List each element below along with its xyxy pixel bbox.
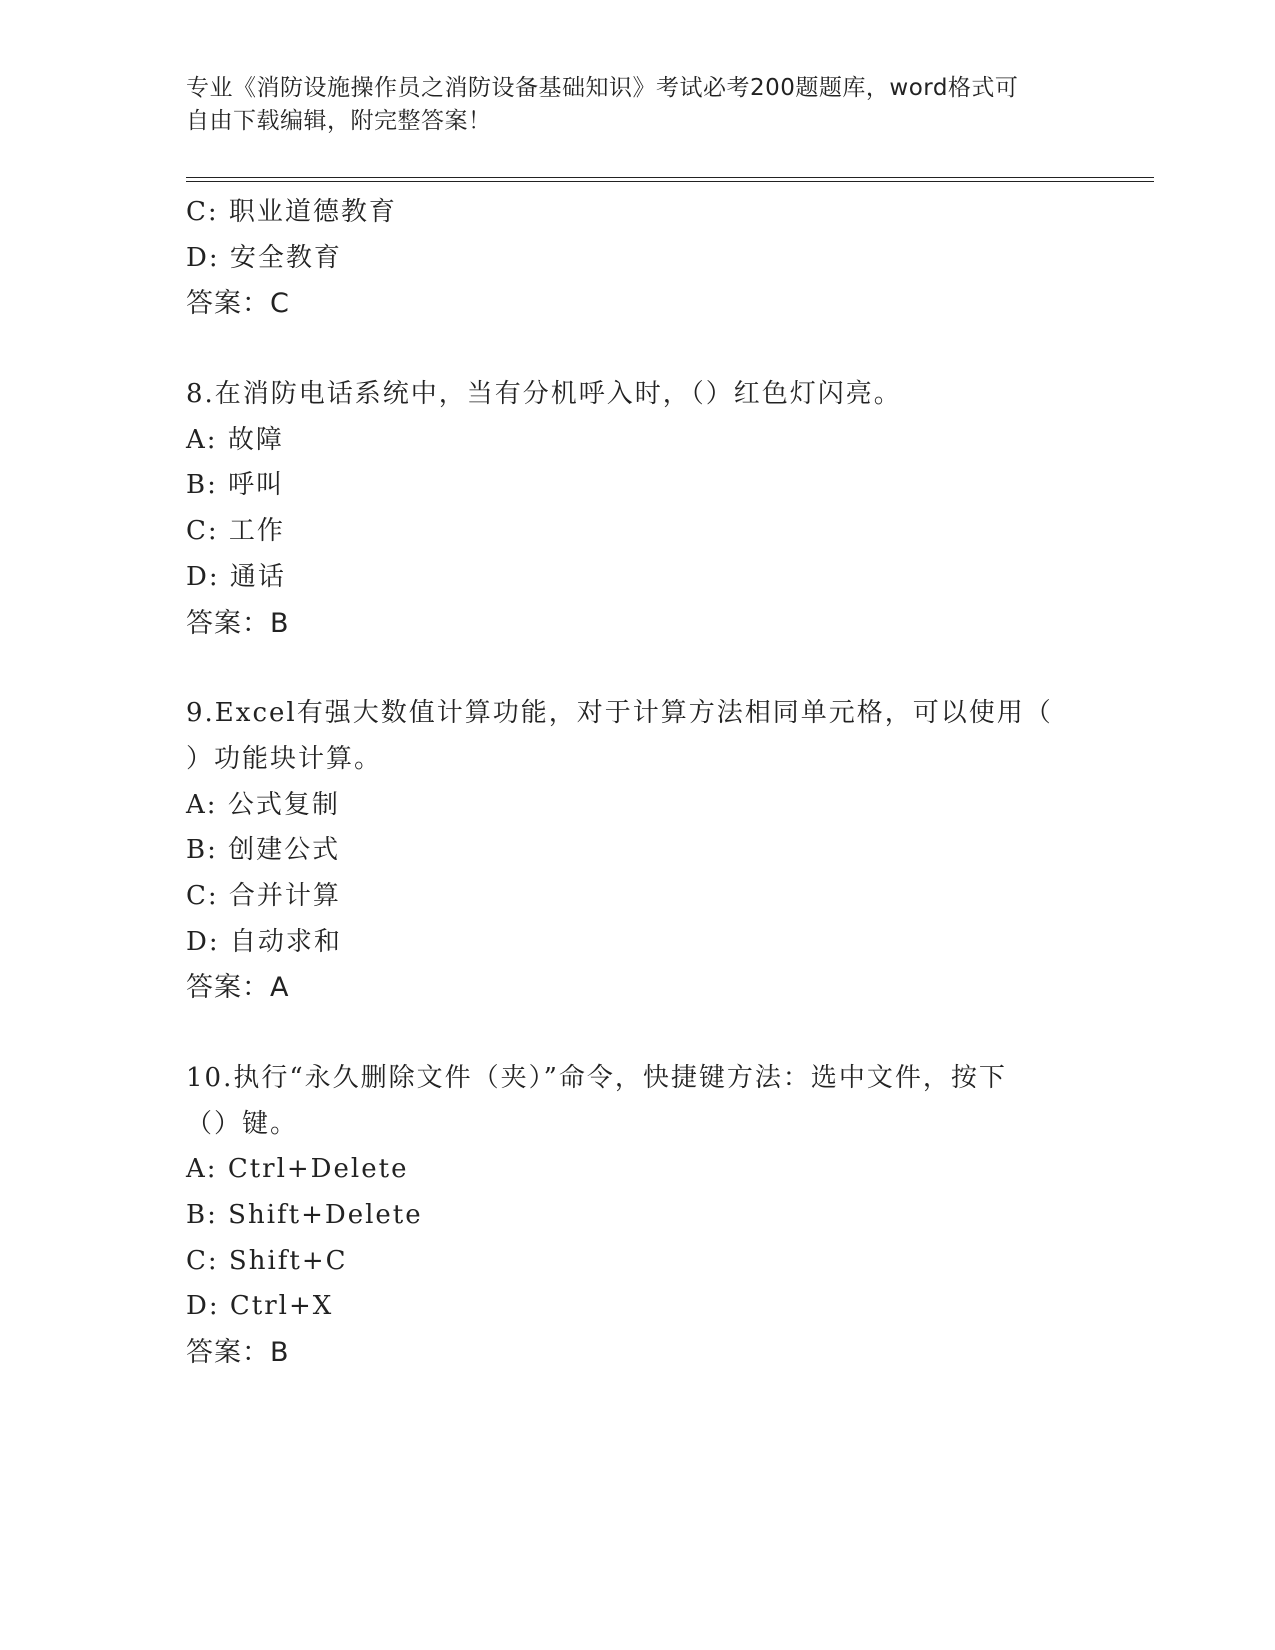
- option-d: [186, 236, 1086, 282]
- header-rule-bottom: [186, 181, 1154, 182]
- option-text: 合并计算: [228, 880, 341, 911]
- option-text: 故障: [227, 424, 284, 455]
- option-label: C:: [186, 197, 219, 227]
- option-text: 呼叫: [228, 470, 285, 501]
- option-text: Ctrl+X: [229, 1291, 334, 1322]
- option-text: Shift+C: [228, 1245, 348, 1276]
- option-text: 通话: [229, 561, 286, 592]
- answer-value: C: [270, 288, 290, 320]
- option-label: D:: [186, 561, 220, 592]
- option-c: [186, 874, 1086, 920]
- option-b: [186, 1193, 1086, 1239]
- option-text: 公式复制: [227, 789, 340, 820]
- question-block-10: [186, 1056, 1086, 1376]
- answer-label: 答案：: [186, 288, 270, 320]
- option-label: D:: [186, 926, 220, 957]
- option-a: [186, 1147, 1086, 1193]
- answer-line: [186, 601, 1086, 647]
- option-label: A:: [186, 424, 218, 455]
- question-list: [186, 190, 1086, 1376]
- option-label: A:: [186, 1154, 218, 1185]
- option-label: B:: [186, 470, 218, 501]
- option-text: 职业道德教育: [228, 197, 397, 227]
- option-label: B:: [186, 835, 218, 866]
- option-text: 工作: [228, 516, 285, 547]
- answer-line: [186, 965, 1086, 1011]
- option-a: [186, 783, 1086, 829]
- answer-value: B: [270, 1337, 290, 1369]
- question-stem-line-2: ）功能块计算。: [186, 743, 383, 774]
- option-label: C:: [186, 516, 219, 547]
- option-d: [186, 1284, 1086, 1330]
- question-stem-line-1: 9.Excel有强大数值计算功能，对于计算方法相同单元格，可以使用（: [186, 698, 1053, 729]
- answer-line: [186, 281, 1086, 327]
- option-label: C:: [186, 1245, 219, 1276]
- option-b: [186, 463, 1086, 509]
- answer-label: 答案：: [186, 972, 270, 1004]
- question-stem-line-2: （）键。: [186, 1108, 299, 1139]
- option-text: 安全教育: [229, 242, 342, 273]
- option-text: Ctrl+Delete: [227, 1154, 409, 1185]
- option-text: Shift+Delete: [228, 1200, 423, 1231]
- question-block-9: [186, 691, 1086, 1011]
- option-label: C:: [186, 880, 219, 911]
- option-c: [186, 190, 1086, 236]
- answer-value: B: [270, 607, 290, 639]
- question-stem-line-1: 10.执行“永久删除文件（夹）”命令，快捷键方法：选中文件，按下: [186, 1063, 1007, 1093]
- option-b: [186, 828, 1086, 874]
- option-text: 自动求和: [229, 926, 342, 957]
- option-text: 创建公式: [228, 835, 341, 866]
- option-d: [186, 555, 1086, 601]
- question-block-8: [186, 372, 1086, 646]
- header-rule-top: [186, 177, 1154, 178]
- answer-label: 答案：: [186, 607, 270, 639]
- question-stem: 8.在消防电话系统中，当有分机呼入时，（）红色灯闪亮。: [186, 379, 902, 410]
- option-label: A:: [186, 789, 218, 820]
- option-c: [186, 509, 1086, 555]
- header-line-1: 专业《消防设施操作员之消防设备基础知识》考试必考200题题库，word格式可: [186, 75, 1019, 101]
- answer-label: 答案：: [186, 1337, 270, 1369]
- question-block-prev: [186, 190, 1086, 327]
- answer-line: [186, 1330, 1086, 1376]
- option-a: [186, 418, 1086, 464]
- document-header: [186, 72, 1066, 138]
- option-label: D:: [186, 242, 220, 273]
- option-d: [186, 920, 1086, 966]
- option-label: B:: [186, 1200, 218, 1231]
- answer-value: A: [270, 972, 290, 1004]
- option-c: [186, 1239, 1086, 1285]
- header-line-2: 自由下载编辑，附完整答案！: [186, 108, 492, 134]
- option-label: D:: [186, 1291, 220, 1322]
